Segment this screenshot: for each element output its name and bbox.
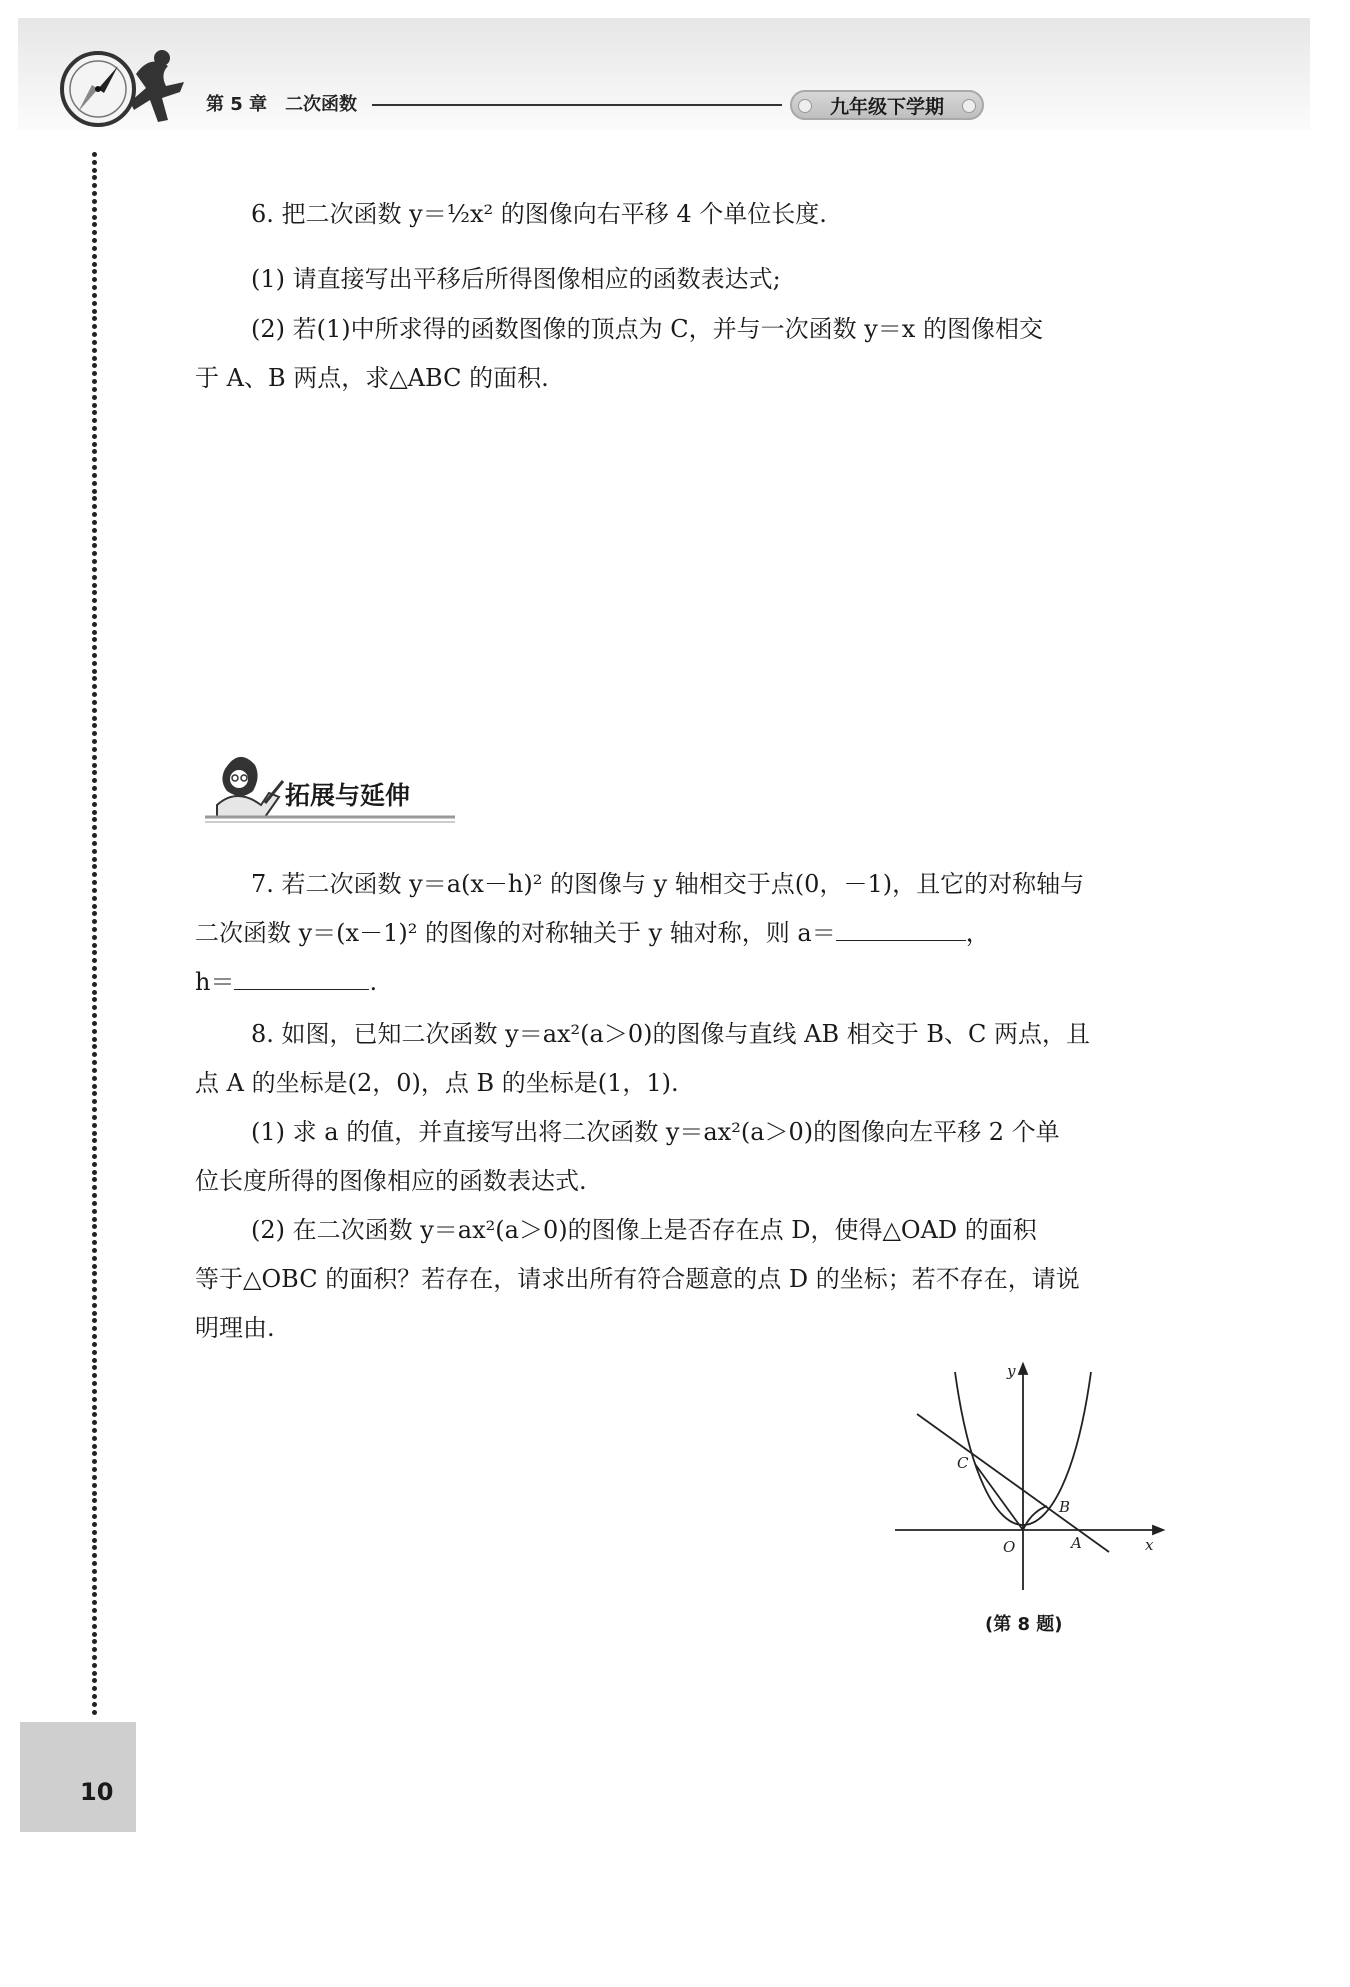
section-title: 拓展与延伸: [285, 781, 411, 810]
q7-line2-text: 二次函数 y＝(x－1)² 的图像的对称轴关于 y 轴对称，则 a＝: [195, 919, 836, 947]
q8-part1-line2: 位长度所得的图像相应的函数表达式.: [195, 1167, 587, 1195]
label-o: O: [1003, 1538, 1016, 1556]
label-y: y: [1007, 1362, 1016, 1380]
q7-line3-text: h＝: [195, 968, 235, 996]
q7-line2-end: ，: [965, 919, 990, 947]
grade-badge: [790, 90, 984, 120]
q8-part2-line1: (2) 在二次函数 y＝ax²(a＞0)的图像上是否存在点 D，使得△OAD 的面积: [251, 1216, 1037, 1244]
q6-intro: 6. 把二次函数 y＝½x² 的图像向右平移 4 个单位长度.: [251, 200, 827, 228]
q6-part2-line2: 于 A、B 两点，求△ABC 的面积.: [195, 364, 549, 392]
q7-line3: [195, 958, 1180, 1007]
dotted-margin-line: [92, 152, 98, 1717]
answer-blank-a[interactable]: [836, 912, 966, 941]
label-c: C: [957, 1454, 969, 1472]
label-x: x: [1145, 1536, 1154, 1554]
answer-blank-h[interactable]: [234, 961, 369, 990]
figure-caption: (第 8 题): [985, 1614, 1063, 1635]
q7-line1: 7. 若二次函数 y＝a(x－h)² 的图像与 y 轴相交于点(0，－1)，且它的对称轴与: [251, 870, 1085, 898]
label-b: B: [1059, 1498, 1071, 1516]
chapter-title: 二次函数: [285, 94, 358, 115]
q8-line2: 点 A 的坐标是(2，0)，点 B 的坐标是(1，1).: [195, 1069, 679, 1097]
q6-part1: (1) 请直接写出平移后所得图像相应的函数表达式;: [251, 265, 781, 293]
q8-figure: [895, 1360, 1175, 1600]
q8-part2-line2: 等于△OBC 的面积？若存在，请求出所有符合题意的点 D 的坐标；若不存在，请说: [195, 1265, 1080, 1293]
y-axis-arrow-icon: [1019, 1364, 1027, 1374]
q8-part2-line3: 明理由.: [195, 1314, 275, 1342]
page-number-tab: [20, 1722, 136, 1832]
segment-ob: [1023, 1506, 1047, 1530]
q7-line2: [195, 909, 1180, 958]
page-number: 10: [80, 1778, 114, 1806]
pill-dot-icon: [962, 99, 976, 113]
q8-part1-line1: (1) 求 a 的值，并直接写出将二次函数 y＝ax²(a＞0)的图像向左平移 2 个单: [251, 1118, 1060, 1146]
q8-line1: 8. 如图，已知二次函数 y＝ax²(a＞0)的图像与直线 AB 相交于 B、C 两点，且: [251, 1020, 1090, 1048]
header-rule: [372, 104, 782, 106]
q7-line3-end: .: [369, 968, 378, 996]
grade-label: 九年级下学期: [829, 96, 944, 118]
label-a: A: [1071, 1534, 1082, 1552]
q6-part2-line1: (2) 若(1)中所求得的函数图像的顶点为 C，并与一次函数 y＝x 的图像相交: [251, 315, 1043, 343]
chapter-heading: [206, 90, 375, 116]
compass-runner-logo-icon: [58, 44, 208, 134]
chapter-label: 第 5 章: [206, 94, 268, 115]
x-axis-arrow-icon: [1153, 1526, 1163, 1534]
